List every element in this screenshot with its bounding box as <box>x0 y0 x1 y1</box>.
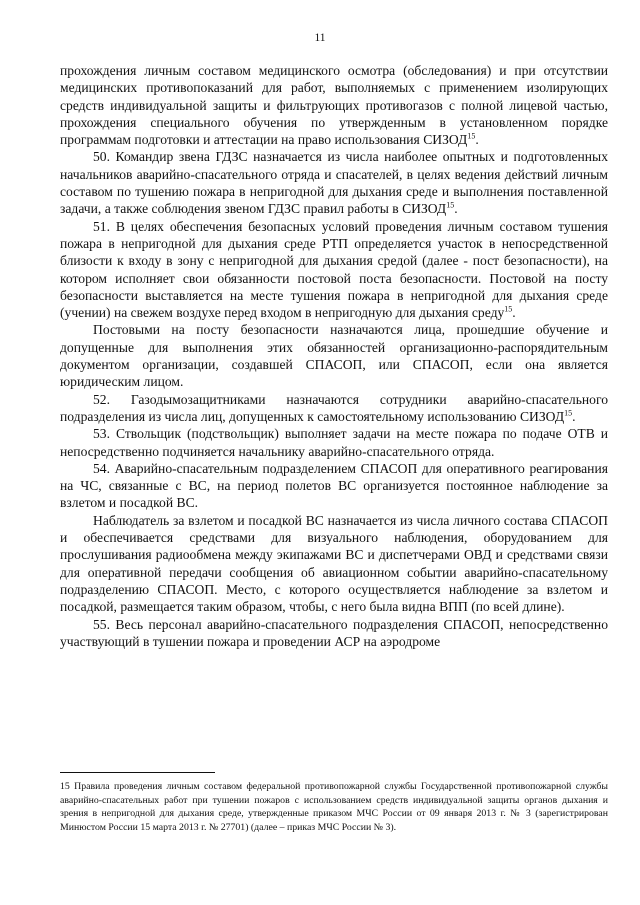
paragraph-continuation: прохождения личным составом медицинского осмотра (обследования) и при отсутствии медицинских противопоказаний для работ, выполняемых с применением изолирующих средств индивидуальной защиты и фильтрующих противогазов с полной лицевой частью, прохождения специального обучения по утвержденным в установленном порядке программам подготовки и аттестации на право использования СИЗОД$^{15}$. <box>60 63 608 148</box>
paragraph-51-safety-post: Постовыми на посту безопасности назначаются лица, прошедшие обучение и допущенные для выполнения этих обязанностей организационно-распорядительным документом организации, создавшей СПАСОП, или СПАСОП, если она является юридическим лицом. <box>60 322 608 390</box>
paragraph-53: 53. Ствольщик (подствольщик) выполняет задачи на месте пожара по подаче ОТВ и непосредственно подчиняется начальнику аварийно-спасательного отряда. <box>60 426 608 459</box>
page-number: 11 <box>314 32 326 44</box>
paragraph-50: 50. Командир звена ГДЗС назначается из числа наиболее опытных и подготовленных начальников аварийно-спасательного отряда и спасателей, в целях ведения действий личным составом по тушению пожара в непригодной для дыхания среде и выполнения поставленной задачи, а также соблюдения звеном ГДЗС правил работы в СИЗОД$^{15}$. <box>60 149 608 217</box>
footnote-15: 15 Правила проведения личным составом федеральной противопожарной службы Государственной противопожарной службы аварийно-спасательных работ при тушении пожаров с использованием средств индивидуальной защиты органов дыхания и зрения в непригодной для дыхания среде, утвержденные приказом МЧС России от 09 января 2013 г. № 3 (зарегистрирован Минюстом России 15 марта 2013 г. № 27701) (далее – приказ МЧС России № 3). <box>60 781 608 833</box>
footnote-separator <box>60 772 215 773</box>
paragraph-52: 52. Газодымозащитниками назначаются сотрудники аварийно-спасательного подразделения из числа лиц, допущенных к самостоятельному использованию СИЗОД$^{15}$. <box>60 391 608 424</box>
paragraph-51: 51. В целях обеспечения безопасных условий проведения личным составом тушения пожара в непригодной для дыхания среде РТП определяется участок в непосредственной близости к входу в зону с непригодной для дыхания средой (далее - пост безопасности), на котором исполняет свои обязанности постовой поста безопасности. Постовой на посту безопасности выставляется на месте тушения пожара в непригодной для дыхания среде (учении) на свежем воздухе перед входом в непригодную для дыхания среду$^{15}$. <box>60 218 608 321</box>
paragraph-54-observer: Наблюдатель за взлетом и посадкой ВС назначается из числа личного состава СПАСОП и обеспечивается средствами для визуального наблюдения, оборудованием для прослушивания радиообмена между экипажами ВС и диспетчерами ОВД и средствами связи для оперативной передачи сообщения об авиационном событии аварийно-спасательному подразделению СПАСОП. Место, с которого осуществляется наблюдение за взлетом и посадкой, размещается таким образом, чтобы, с него была видна ВПП (по всей длине). <box>60 512 608 615</box>
body-text <box>60 62 608 650</box>
paragraph-54: 54. Аварийно-спасательным подразделением СПАСОП для оперативного реагирования на ЧС, связанные с ВС, на период полетов ВС организуется постоянное наблюдение за взлетом и посадкой ВС. <box>60 460 608 511</box>
paragraph-55: 55. Весь персонал аварийно-спасательного подразделения СПАСОП, непосредственно участвующий в тушении пожара и проведении АСР на аэродроме <box>60 616 608 649</box>
